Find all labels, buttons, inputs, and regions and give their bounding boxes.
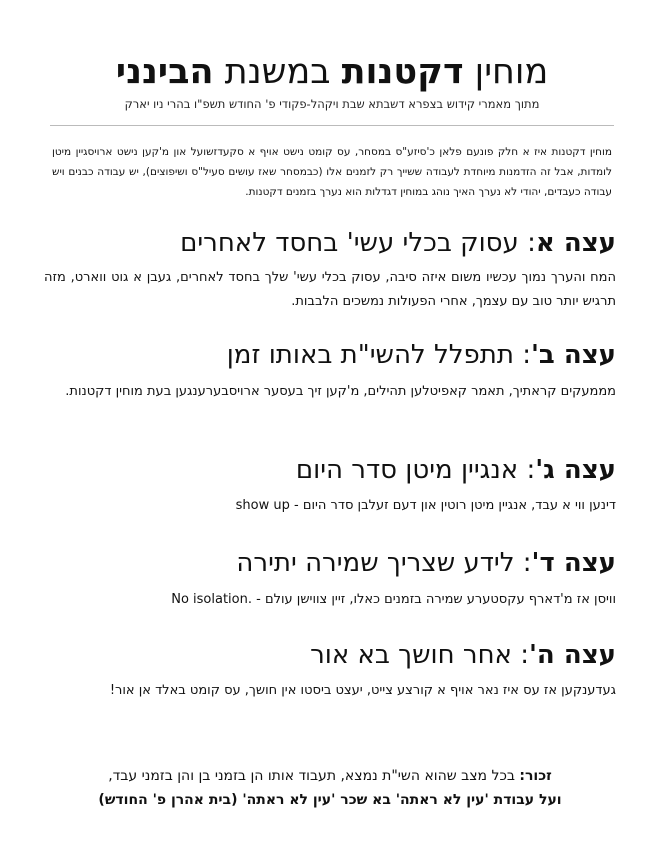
advice-5-heading: עצה ה': אחר חושך בא אור xyxy=(310,640,616,670)
advice-5-title: אחר חושך בא אור xyxy=(310,640,512,670)
title-word-3: במשנת xyxy=(224,52,331,92)
title-word-1: מוחין xyxy=(474,52,549,92)
advice-4-title: לידע שצריך שמירה יתירה xyxy=(236,548,515,578)
header-divider xyxy=(50,125,614,126)
advice-3-body xyxy=(44,494,616,518)
advice-1-title: עסוק בכלי עשי' בחסד לאחרים xyxy=(180,228,519,258)
advice-1-label: עצה א xyxy=(535,228,616,258)
advice-3-body-text: דינען ווי א עבד, אנגיין מיטן רוטין און דעם זעלבן סדר היום - xyxy=(294,498,616,513)
page-title xyxy=(0,50,664,94)
footer-line-1: בכל מצב שהוא השי"ת נמצא, תעבוד אותו הן בזמני בן והן בזמני עבד, xyxy=(108,768,515,784)
advice-2-title: תתפלל להשי"ת באותו זמן xyxy=(226,340,514,370)
advice-2-label: עצה ב' xyxy=(530,340,616,370)
footer-label: זכור: xyxy=(519,768,552,784)
advice-4-label: עצה ד' xyxy=(531,548,616,578)
advice-2-body: מממעקים קראתיך, תאמר קאפיטלען תהילים, מ'קען זיך בעסער ארויסבערענגען בעת מוחין דקטנות. xyxy=(65,384,616,399)
advice-3-heading: עצה ג': אנגיין מיטן סדר היום xyxy=(295,455,616,485)
advice-4-body-english: No isolation. xyxy=(171,592,252,607)
advice-4-heading: עצה ד': לידע שצריך שמירה יתירה xyxy=(236,548,616,578)
advice-3-body-english: show up xyxy=(235,498,290,513)
title-word-2: דקטנות xyxy=(341,52,464,92)
advice-3-label: עצה ג' xyxy=(535,455,616,485)
advice-4-body xyxy=(44,588,616,612)
advice-5-body: געדענקען אז עס איז נאר אויף א קורצע צייט, יעצט ביסטו אין חושך, עס קומט באלד אן אור! xyxy=(109,683,616,698)
title-word-4: הבינני xyxy=(115,52,214,92)
page-subtitle: מתוך מאמרי קידוש בצפרא דשבתא שבת ויקהל-פקודי פ' החודש תשפ"ו בהרי ניו יארק xyxy=(124,97,540,111)
advice-3-title: אנגיין מיטן סדר היום xyxy=(295,455,519,485)
advice-1-body: המח והערך נמוך עכשיו משום איזה סיבה, עסוק בכלי עשי' שלך בחסד לאחרים, געבן א גוט ווארט, מזה תרגיש יותר טוב עם עצמך, אחרי הפעולות נמשכים הלבבות. xyxy=(44,270,616,309)
footer-line-2: ועל עבודת 'עין לא ראתה' בא שכר 'עין לא ראתה' (בית אהרן פ' החודש) xyxy=(98,792,562,808)
advice-2-heading: עצה ב': תתפלל להשי"ת באותו זמן xyxy=(226,340,616,370)
advice-4-body-text: וויסן אז מ'דארף עקסטערע שמירה בזמנים כאלו, זיין צווישן עולם - xyxy=(256,592,616,607)
advice-5-label: עצה ה' xyxy=(528,640,616,670)
intro-paragraph: מוחין דקטנות איז א חלק פונעם פלאן כ'סיזע"ס במסחר, עס קומט נישט אויף א סקעדזשועל און מ'קען נישט ארויסגיין מיטן לומדות, אבל זה הזדמנות מיוחדת לעבודה ששייך רק לזמנים אלו (כבמסחר שאז עושים סעיל"ס ושיפוצים), יש עבודה כבנים ויש עבודה כעבדים, יהודי לא נערך האיך נוהג במוחין דגדלות הוא נערך בזמנים דקטנות. xyxy=(52,146,612,198)
advice-1-heading: עצה א: עסוק בכלי עשי' בחסד לאחרים xyxy=(180,228,616,258)
footer-note xyxy=(44,764,616,812)
